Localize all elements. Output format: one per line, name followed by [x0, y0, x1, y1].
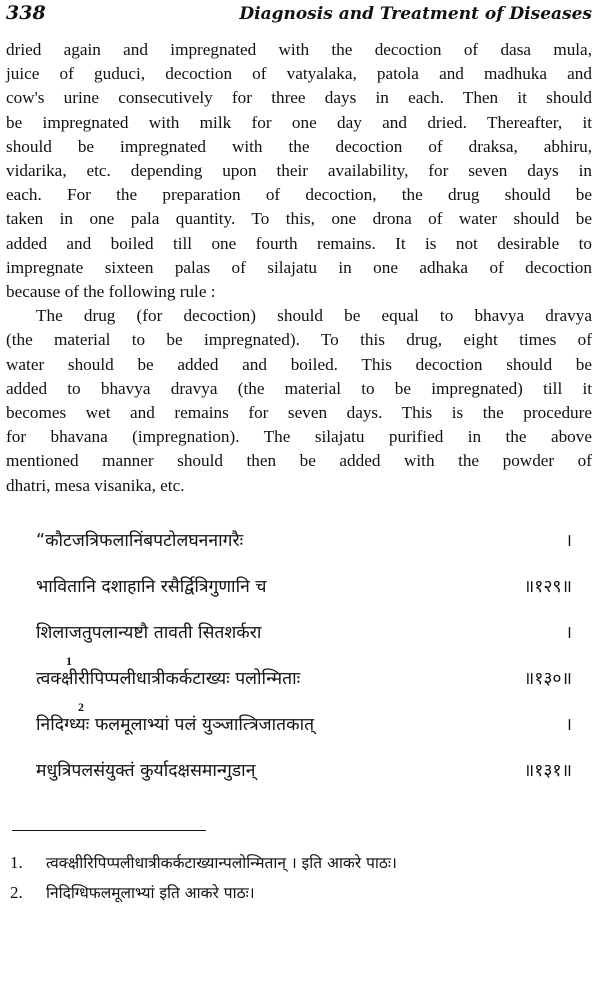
text-line: impregnate sixteen palas of silajatu in one adhaka of decoction: [6, 257, 592, 277]
text-line: becomes wet and remains for seven days. This is the procedure: [6, 403, 592, 423]
text-line: be impregnated with milk for one day and dried. Thereafter, it: [6, 112, 592, 132]
footnote-text: निदिग्धिफलमूलाभ्यां इति आकरे पाठः।: [46, 883, 255, 902]
footnote-number: 1.: [10, 852, 23, 872]
footnote: [6, 851, 592, 881]
footnote-marker: 1: [66, 653, 72, 668]
footnote-marker: 2: [78, 699, 84, 714]
sanskrit-verse: [6, 528, 592, 804]
text-line: cow's urine consecutively for three days in each. Then it should: [6, 88, 592, 108]
verse-line: [6, 758, 592, 804]
text-line: water should be added and boiled. This decoction should be: [6, 354, 592, 374]
running-title: Diagnosis and Treatment of Diseases: [239, 4, 592, 24]
verse-line: [6, 653, 592, 712]
footnote: [6, 881, 592, 911]
verse-line: [6, 699, 592, 758]
body-text: [6, 38, 592, 498]
text-line: mentioned manner should then be added with the powder of: [6, 451, 592, 471]
verse-text: निदिग्ध्यः फलमूलाभ्यां पलं युञ्जात्त्रिजातकात्: [36, 714, 315, 735]
verse-number: ॥१३०॥: [523, 668, 572, 689]
running-head: [6, 0, 592, 30]
text-line: each. For the preparation of decoction, the drug should be: [6, 185, 592, 205]
verse-end-mark: ।: [565, 530, 572, 551]
verse-number: ॥१२९॥: [523, 576, 572, 597]
verse-text: मधुत्रिपलसंयुक्तं कुर्यादक्षसमान्गुडान्: [36, 760, 256, 781]
footnotes: [6, 851, 592, 911]
text-line: should be impregnated with the decoction of draksa, abhiru,: [6, 136, 592, 156]
text-line: (the material to be impregnated). To this drug, eight times of: [6, 330, 592, 350]
verse-text: त्वक्क्षीरीपिप्पलीधात्रीकर्कटाख्यः पलोन्मिताः: [36, 668, 301, 689]
page-number: 338: [6, 2, 46, 24]
text-line: dried again and impregnated with the decoction of dasa mula,: [6, 40, 592, 59]
text-line: The drug (for decoction) should be equal to bhavya dravya: [36, 306, 592, 326]
footnote-text: त्वक्क्षीरिपिप्पलीधात्रीकर्कटाख्यान्पलोन्मितान् । इति आकरे पाठः।: [46, 853, 397, 872]
text-line: taken in one pala quantity. To this, one drona of water should be: [6, 209, 592, 229]
verse-line: [6, 528, 592, 574]
footnote-number: 2.: [10, 882, 23, 902]
text-line: added to bhavya dravya (the material to be impregnated) till it: [6, 378, 592, 398]
text-line: added and boiled till one fourth remains. It is not desirable to: [6, 233, 592, 253]
verse-line: [6, 574, 592, 620]
footnote-divider: [12, 830, 206, 831]
verse-number: ॥१३१॥: [523, 760, 572, 781]
verse-text: शिलाजतुपलान्यष्टौ तावती सितशर्करा: [36, 622, 262, 643]
verse-text: “कौटजत्रिफलानिंबपटोलघननागरैः: [36, 530, 244, 551]
verse-line: [6, 620, 592, 666]
text-line: juice of guduci, decoction of vatyalaka, patola and madhuka and: [6, 64, 592, 84]
verse-text: भावितानि दशाहानि रसैर्द्वित्रिगुणानि च: [36, 576, 267, 597]
verse-end-mark: ।: [565, 714, 572, 735]
text-line: dhatri, mesa visanika, etc.: [6, 475, 185, 495]
text-line: vidarika, etc. depending upon their availability, for seven days in: [6, 161, 592, 181]
text-line: because of the following rule :: [6, 282, 216, 302]
verse-end-mark: ।: [565, 622, 572, 643]
text-line: for bhavana (impregnation). The silajatu purified in the above: [6, 427, 592, 447]
